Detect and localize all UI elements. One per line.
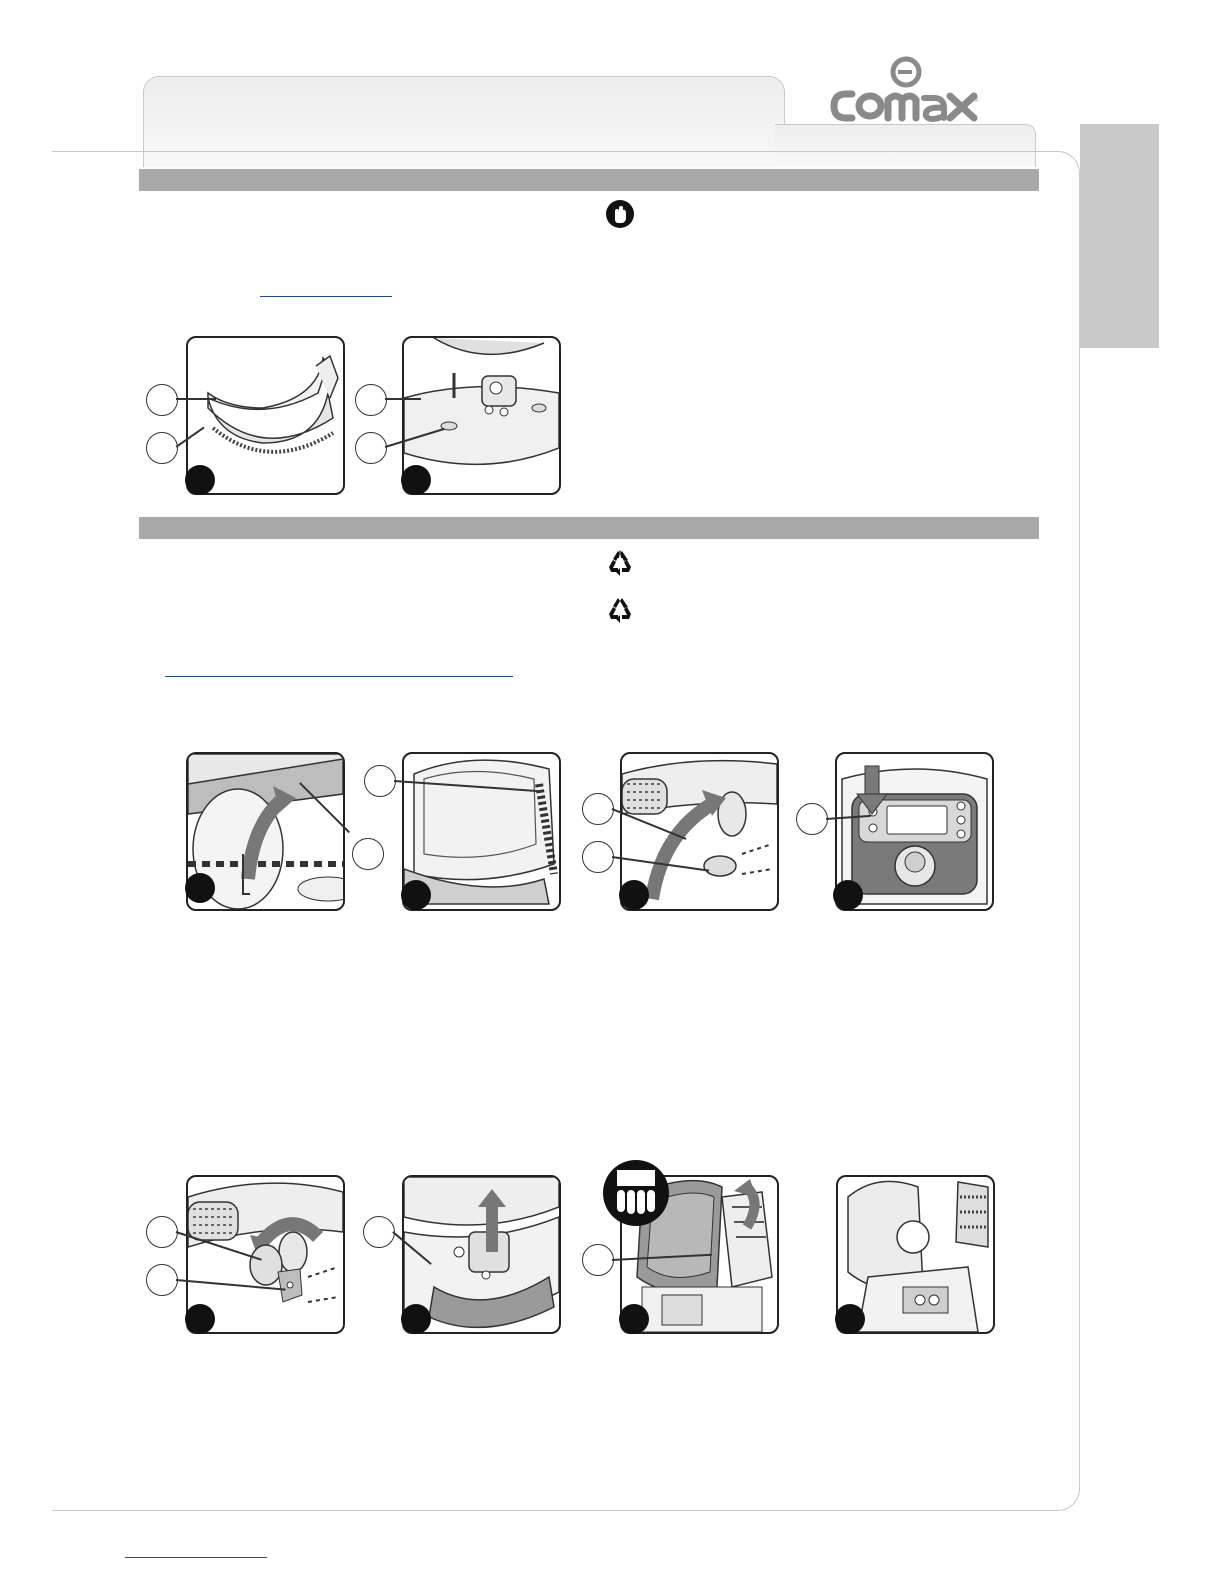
hand-icon [603,1160,669,1226]
link-underline-1[interactable] [260,296,392,297]
callout-leader [385,398,421,400]
callout [355,432,387,464]
callout-leader [176,398,216,400]
gloves-icon [605,199,635,229]
callout [796,803,828,835]
step-marker [185,873,215,903]
callout [363,1216,395,1248]
step-marker [835,1304,865,1334]
callout [146,432,178,464]
section-bar-1 [139,169,1039,191]
callout [355,384,387,416]
comac-logo [828,56,980,122]
callout [582,793,614,825]
recycle-icon [605,594,635,624]
footer-link-underline[interactable] [125,1557,267,1558]
callout [352,838,384,870]
step-marker [401,880,431,910]
callout [364,765,396,797]
step-marker [619,1304,649,1334]
step-marker [401,1304,431,1334]
callout [582,841,614,873]
link-underline-2[interactable] [165,676,513,677]
step-marker [619,880,649,910]
step-marker [833,880,863,910]
svg-text:®: ® [974,98,979,104]
step-marker [401,465,431,495]
callout [146,1264,178,1296]
recycle-icon [605,547,635,577]
callout [582,1244,614,1276]
side-tab [1080,124,1159,348]
callout [146,1216,178,1248]
step-marker [185,465,215,495]
section-bar-2 [139,517,1039,539]
callout [146,384,178,416]
step-marker [185,1304,215,1334]
